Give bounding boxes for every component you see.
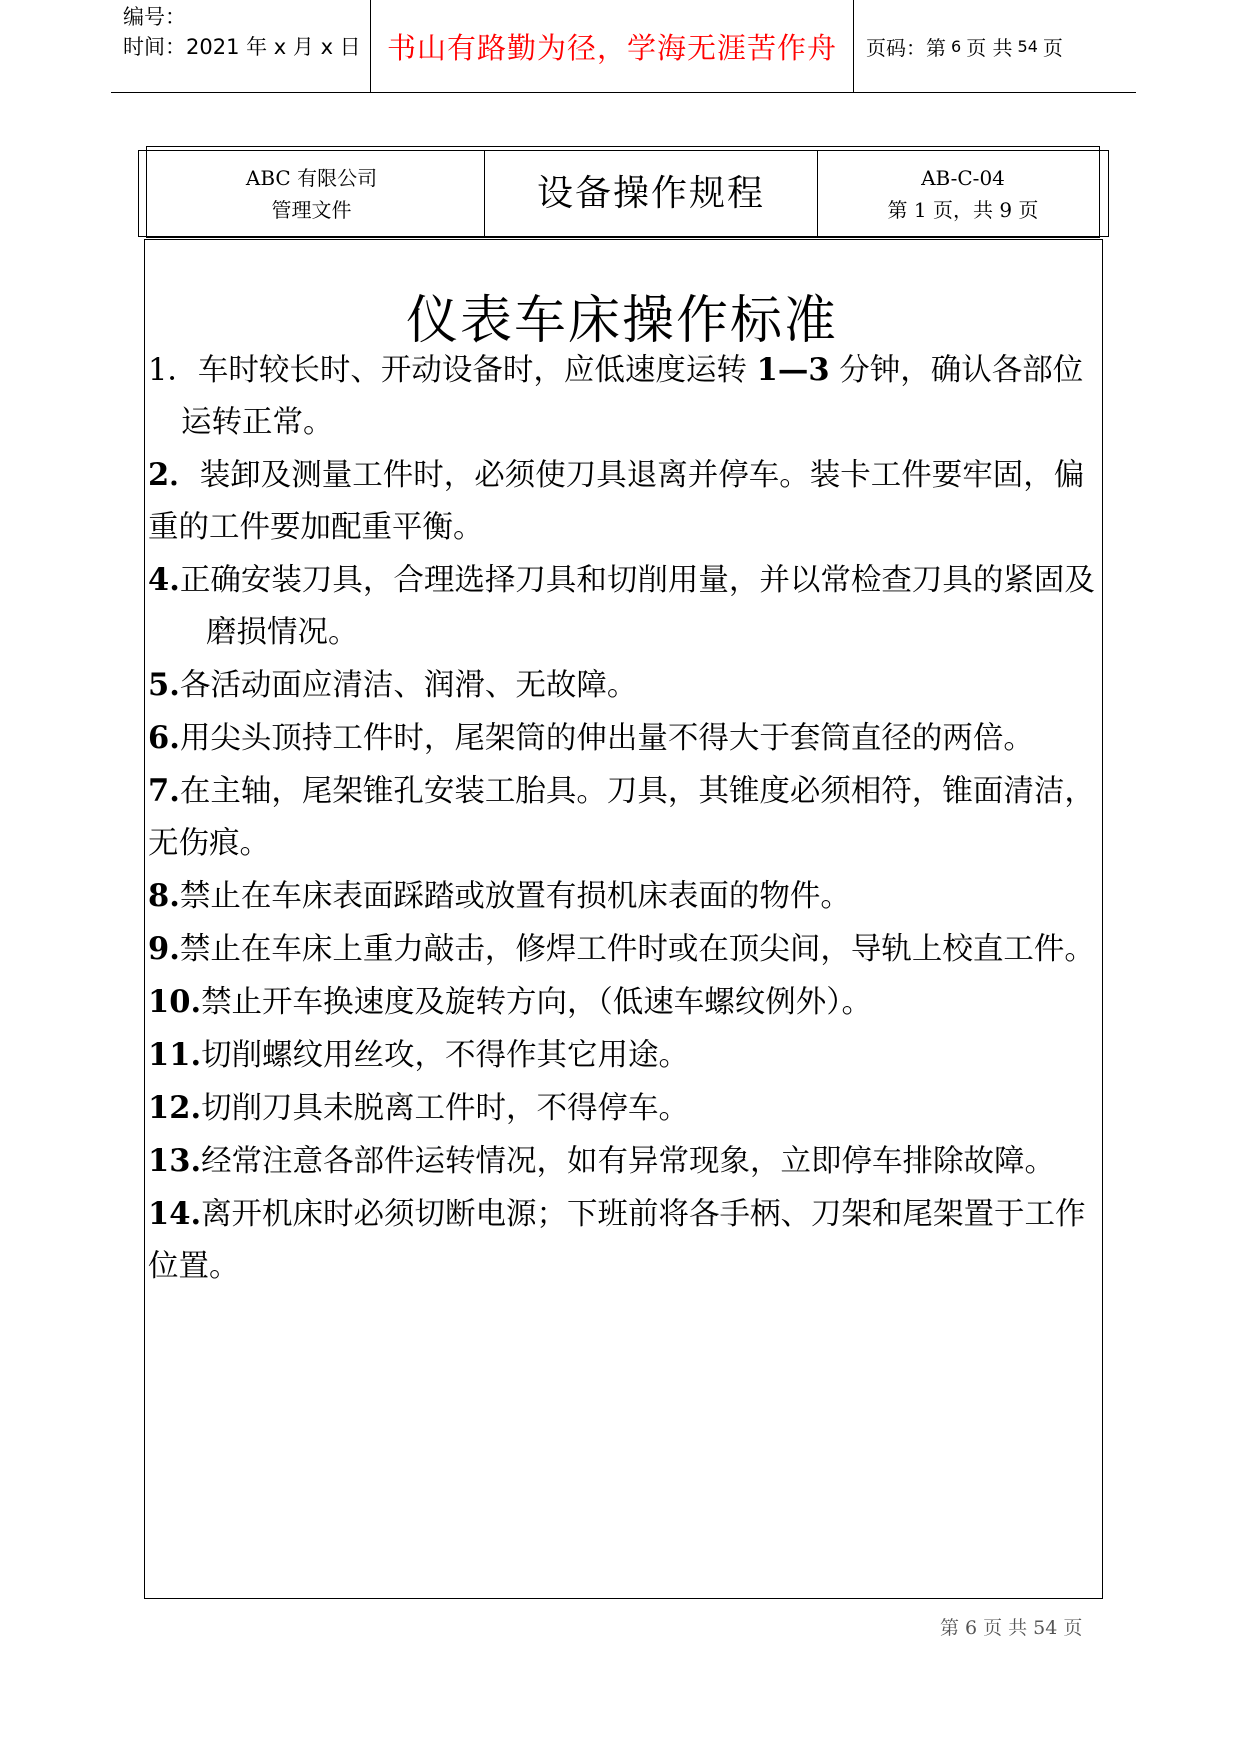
page-number: 6 xyxy=(951,36,962,56)
item-text: 用尖头顶持工件时，尾架筒的伸出量不得大于套筒直径的两倍。 xyxy=(179,721,1034,756)
list-item xyxy=(148,923,1100,976)
item-text: 经常注意各部件运转情况，如有异常现象，立即停车排除故障。 xyxy=(201,1144,1056,1179)
list-item xyxy=(148,659,1100,712)
item-number: 8. xyxy=(148,878,180,914)
list-item xyxy=(148,712,1100,765)
doc-code: AB-C-04 xyxy=(921,165,1005,190)
footer-page-total: 54 xyxy=(1033,1617,1058,1639)
doc-type: 管理文件 xyxy=(271,197,352,222)
time-label: 时间：2021 年 x 月 x 日 xyxy=(123,35,361,59)
footer-suffix: 页 xyxy=(1063,1617,1083,1639)
item-text: 禁止在车床表面踩踏或放置有损机床表面的物件。 xyxy=(179,879,851,914)
procedure-list xyxy=(148,344,1100,1293)
item-number: 10. xyxy=(148,984,202,1020)
item-text: 禁止开车换速度及旋转方向，（低速车螺纹例外）。 xyxy=(201,985,873,1020)
header-page-info xyxy=(866,0,1136,92)
serial-label: 编号： xyxy=(123,5,186,29)
footer-page-number: 6 xyxy=(965,1617,978,1639)
page-title: 仪表车床操作标准 xyxy=(405,291,838,351)
item-text: 车时较长时、开动设备时，应低速度运转 xyxy=(197,353,757,388)
item-number: 12. xyxy=(148,1090,202,1126)
list-item xyxy=(148,1135,1100,1188)
item-number: 11. xyxy=(148,1037,202,1073)
item-number: 1． xyxy=(148,353,198,388)
item-number: 5. xyxy=(148,667,180,703)
item-number: 6. xyxy=(148,720,180,756)
item-text: 分钟，确认各部位运转正常。 xyxy=(181,353,1084,440)
item-number: 4. xyxy=(148,562,180,598)
page-mid: 页 共 xyxy=(966,35,1013,60)
page-total: 54 xyxy=(1017,36,1038,56)
item-text: 各活动面应清洁、润滑、无故障。 xyxy=(179,668,638,703)
footer-mid: 页 共 xyxy=(983,1617,1028,1639)
item-text: 正确安装刀具，合理选择刀具和切削用量，并以常检查刀具的紧固及磨损情况。 xyxy=(179,563,1095,650)
item-text: 禁止在车床上重力敲击，修焊工件时或在顶尖间，导轨上校直工件。 xyxy=(179,932,1095,967)
doc-pages: 第 1 页，共 9 页 xyxy=(887,197,1039,222)
list-item xyxy=(148,765,1100,870)
item-number: 2． xyxy=(148,457,200,493)
item-number: 9. xyxy=(148,931,180,967)
form-header-table xyxy=(138,150,1109,237)
doc-title: 设备操作规程 xyxy=(485,151,818,236)
page-prefix: 页码：第 xyxy=(866,35,946,60)
page-footer xyxy=(940,1613,1082,1640)
company-cell xyxy=(139,151,485,236)
doc-code-cell xyxy=(818,151,1108,236)
list-item xyxy=(148,1188,1100,1293)
header-meta xyxy=(123,2,383,62)
list-item xyxy=(148,449,1100,554)
header-motto: 书山有路勤为径，学海无涯苦作舟 xyxy=(386,30,837,65)
item-text: 切削螺纹用丝攻，不得作其它用途。 xyxy=(201,1038,690,1073)
item-text: 切削刀具未脱离工件时，不得停车。 xyxy=(201,1091,690,1126)
list-item xyxy=(148,870,1100,923)
top-header xyxy=(111,0,1136,93)
header-divider xyxy=(853,0,854,92)
company-name: ABC 有限公司 xyxy=(245,165,378,190)
item-text: 在主轴，尾架锥孔安装工胎具。刀具，其锥度必须相符，锥面清洁，无伤痕。 xyxy=(148,774,1095,861)
list-item xyxy=(148,1082,1100,1135)
item-number: 7. xyxy=(148,773,180,809)
item-number: 14. xyxy=(148,1196,202,1232)
list-item xyxy=(148,554,1100,659)
list-item xyxy=(148,344,1100,449)
page-suffix: 页 xyxy=(1042,35,1063,60)
item-range: 1—3 xyxy=(756,352,830,388)
footer-prefix: 第 xyxy=(940,1617,960,1639)
list-item xyxy=(148,1029,1100,1082)
item-text: 装卸及测量工件时，必须使刀具退离并停车。装卡工件要牢固，偏重的工件要加配重平衡。 xyxy=(148,458,1085,545)
item-text: 离开机床时必须切断电源；下班前将各手柄、刀架和尾架置于工作位置。 xyxy=(148,1197,1086,1284)
list-item xyxy=(148,976,1100,1029)
item-number: 13. xyxy=(148,1143,202,1179)
